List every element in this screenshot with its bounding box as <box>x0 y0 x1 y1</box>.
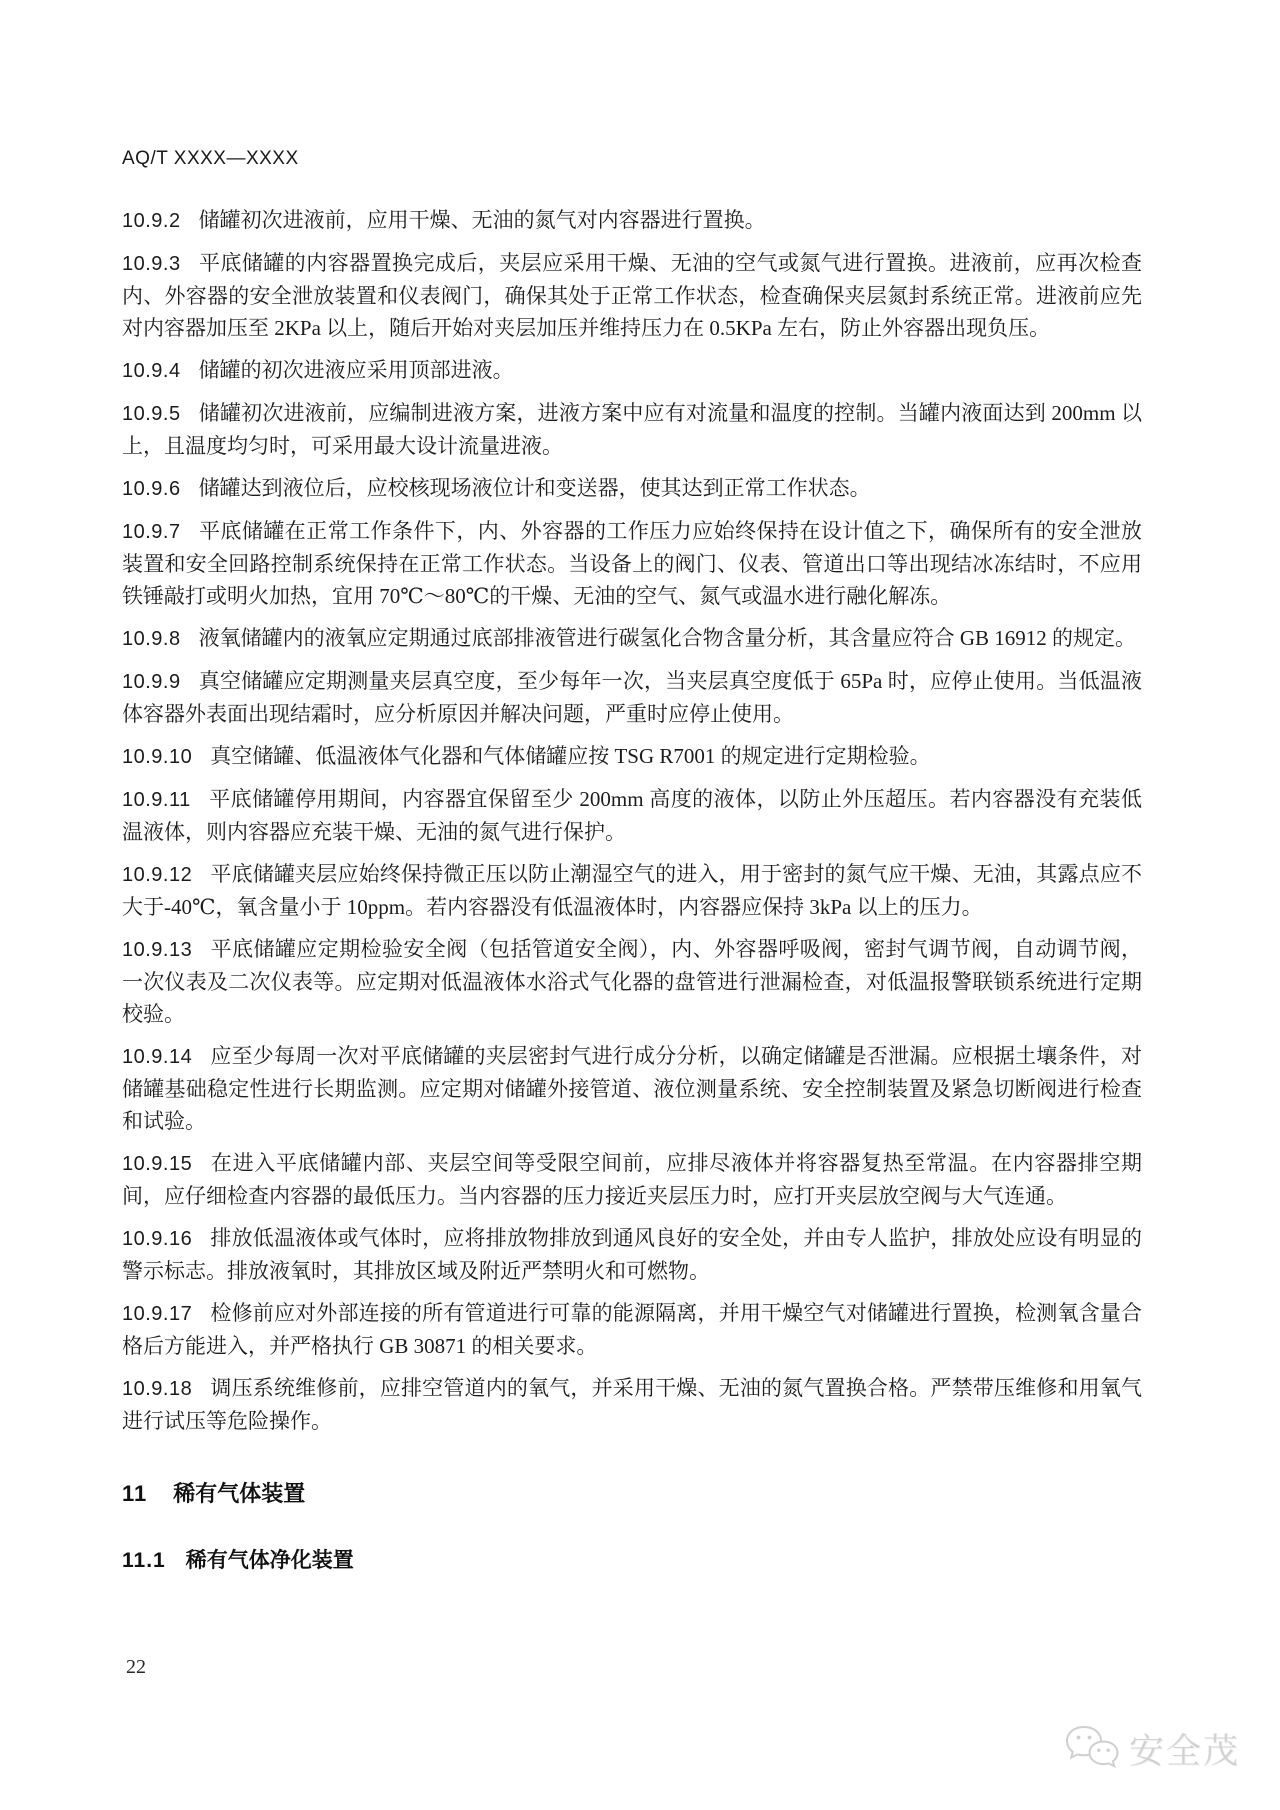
wechat-icon <box>1063 1724 1121 1774</box>
clause-paragraph <box>122 933 1142 1030</box>
clause-number: 10.9.5 <box>122 403 181 425</box>
clause-paragraph <box>122 397 1142 462</box>
clause-paragraph <box>122 515 1142 612</box>
section-title: 稀有气体装置 <box>173 1481 306 1506</box>
clause-text: 储罐的初次进液应采用顶部进液。 <box>198 358 514 382</box>
clause-number: 10.9.10 <box>122 746 193 768</box>
clause-text: 储罐达到液位后，应校核现场液位计和变送器，使其达到正常工作状态。 <box>198 476 871 500</box>
clause-number: 10.9.15 <box>122 1153 193 1175</box>
section-heading-11 <box>122 1477 1142 1508</box>
clause-paragraph <box>122 1297 1142 1362</box>
watermark-label: 安全茂 <box>1128 1732 1240 1771</box>
clause-paragraph <box>122 665 1142 730</box>
clause-number: 10.9.18 <box>122 1378 193 1400</box>
clause-number: 10.9.9 <box>122 671 181 693</box>
clause-paragraph <box>122 622 1142 655</box>
clause-text: 应至少每周一次对平底储罐的夹层密封气进行成分分析，以确定储罐是否泄漏。应根据土壤条件，对储罐基础稳定性进行长期监测。应定期对储罐外接管道、液位测量系统、安全控制装置及紧急切断阀进行检查和试验。 <box>122 1044 1142 1133</box>
clause-number: 10.9.12 <box>122 864 193 886</box>
watermark <box>1063 1724 1240 1774</box>
clause-paragraph <box>122 1222 1142 1287</box>
document-header: AQ/T XXXX—XXXX <box>122 148 299 169</box>
clause-text: 储罐初次进液前，应编制进液方案，进液方案中应有对流量和温度的控制。当罐内液面达到 200mm 以上，且温度均匀时，可采用最大设计流量进液。 <box>122 401 1142 458</box>
document-body <box>122 204 1142 1574</box>
clause-text: 平底储罐在正常工作条件下，内、外容器的工作压力应始终保持在设计值之下，确保所有的安全泄放装置和安全回路控制系统保持在正常工作状态。当设备上的阀门、仪表、管道出口等出现结冰冻结时，不应用铁锤敲打或明火加热，宜用 70℃～80℃的干燥、无油的空气、氮气或温水进行融化解冻。 <box>122 519 1142 608</box>
clause-text: 平底储罐的内容器置换完成后，夹层应采用干燥、无油的空气或氮气进行置换。进液前，应再次检查内、外容器的安全泄放装置和仪表阀门，确保其处于正常工作状态，检查确保夹层氮封系统正常。进液前应先对内容器加压至 2KPa 以上，随后开始对夹层加压并维持压力在 0.5KPa 左右，防止外容器出现负压。 <box>122 251 1142 340</box>
clause-paragraph <box>122 1372 1142 1437</box>
clause-paragraph <box>122 1147 1142 1212</box>
clause-number: 10.9.11 <box>122 789 191 811</box>
clause-number: 10.9.7 <box>122 521 181 543</box>
clause-paragraph <box>122 740 1142 773</box>
clause-number: 10.9.13 <box>122 939 193 961</box>
clause-number: 10.9.2 <box>122 210 181 232</box>
clause-text: 调压系统维修前，应排空管道内的氧气，并采用干燥、无油的氮气置换合格。严禁带压维修和用氧气进行试压等危险操作。 <box>122 1376 1142 1433</box>
clause-text: 平底储罐夹层应始终保持微正压以防止潮湿空气的进入，用于密封的氮气应干燥、无油，其露点应不大于-40℃，氧含量小于 10ppm。若内容器没有低温液体时，内容器应保持 3kPa 以上的压力。 <box>122 862 1142 919</box>
clause-text: 平底储罐应定期检验安全阀（包括管道安全阀），内、外容器呼吸阀，密封气调节阀，自动调节阀，一次仪表及二次仪表等。应定期对低温液体水浴式气化器的盘管进行泄漏检查，对低温报警联锁系统进行定期校验。 <box>122 937 1142 1026</box>
clause-number: 10.9.3 <box>122 253 181 275</box>
section-number: 11 <box>122 1481 148 1506</box>
clause-paragraph <box>122 354 1142 387</box>
clause-text: 在进入平底储罐内部、夹层空间等受限空间前，应排尽液体并将容器复热至常温。在内容器排空期间，应仔细检查内容器的最低压力。当内容器的压力接近夹层压力时，应打开夹层放空阀与大气连通。 <box>122 1151 1142 1208</box>
clause-text: 储罐初次进液前，应用干燥、无油的氮气对内容器进行置换。 <box>198 208 766 232</box>
section-number: 11.1 <box>122 1549 166 1572</box>
clause-text: 真空储罐应定期测量夹层真空度，至少每年一次，当夹层真空度低于 65Pa 时，应停止使用。当低温液体容器外表面出现结霜时，应分析原因并解决问题，严重时应停止使用。 <box>122 669 1142 726</box>
clause-paragraph <box>122 247 1142 344</box>
clause-text: 真空储罐、低温液体气化器和气体储罐应按 TSG R7001 的规定进行定期检验。 <box>210 744 931 768</box>
clause-number: 10.9.17 <box>122 1303 193 1325</box>
clause-number: 10.9.6 <box>122 478 181 500</box>
section-title: 稀有气体净化装置 <box>185 1549 354 1572</box>
page-number: 22 <box>126 1656 146 1678</box>
clause-paragraph <box>122 472 1142 505</box>
clause-text: 检修前应对外部连接的所有管道进行可靠的能源隔离，并用干燥空气对储罐进行置换，检测氧含量合格后方能进入，并严格执行 GB 30871 的相关要求。 <box>122 1301 1142 1358</box>
clause-paragraph <box>122 783 1142 848</box>
clause-paragraph <box>122 858 1142 923</box>
section-heading-11-1 <box>122 1544 1142 1574</box>
clause-number: 10.9.16 <box>122 1228 193 1250</box>
clause-text: 液氧储罐内的液氧应定期通过底部排液管进行碳氢化合物含量分析，其含量应符合 GB 16912 的规定。 <box>198 626 1137 650</box>
clause-number: 10.9.8 <box>122 628 181 650</box>
clause-paragraph <box>122 204 1142 237</box>
clause-text: 平底储罐停用期间，内容器宜保留至少 200mm 高度的液体，以防止外压超压。若内容器没有充装低温液体，则内容器应充装干燥、无油的氮气进行保护。 <box>122 787 1142 844</box>
clause-text: 排放低温液体或气体时，应将排放物排放到通风良好的安全处，并由专人监护，排放处应设有明显的警示标志。排放液氧时，其排放区域及附近严禁明火和可燃物。 <box>122 1226 1142 1283</box>
clause-number: 10.9.4 <box>122 360 181 382</box>
clause-paragraph <box>122 1040 1142 1137</box>
clause-number: 10.9.14 <box>122 1046 193 1068</box>
